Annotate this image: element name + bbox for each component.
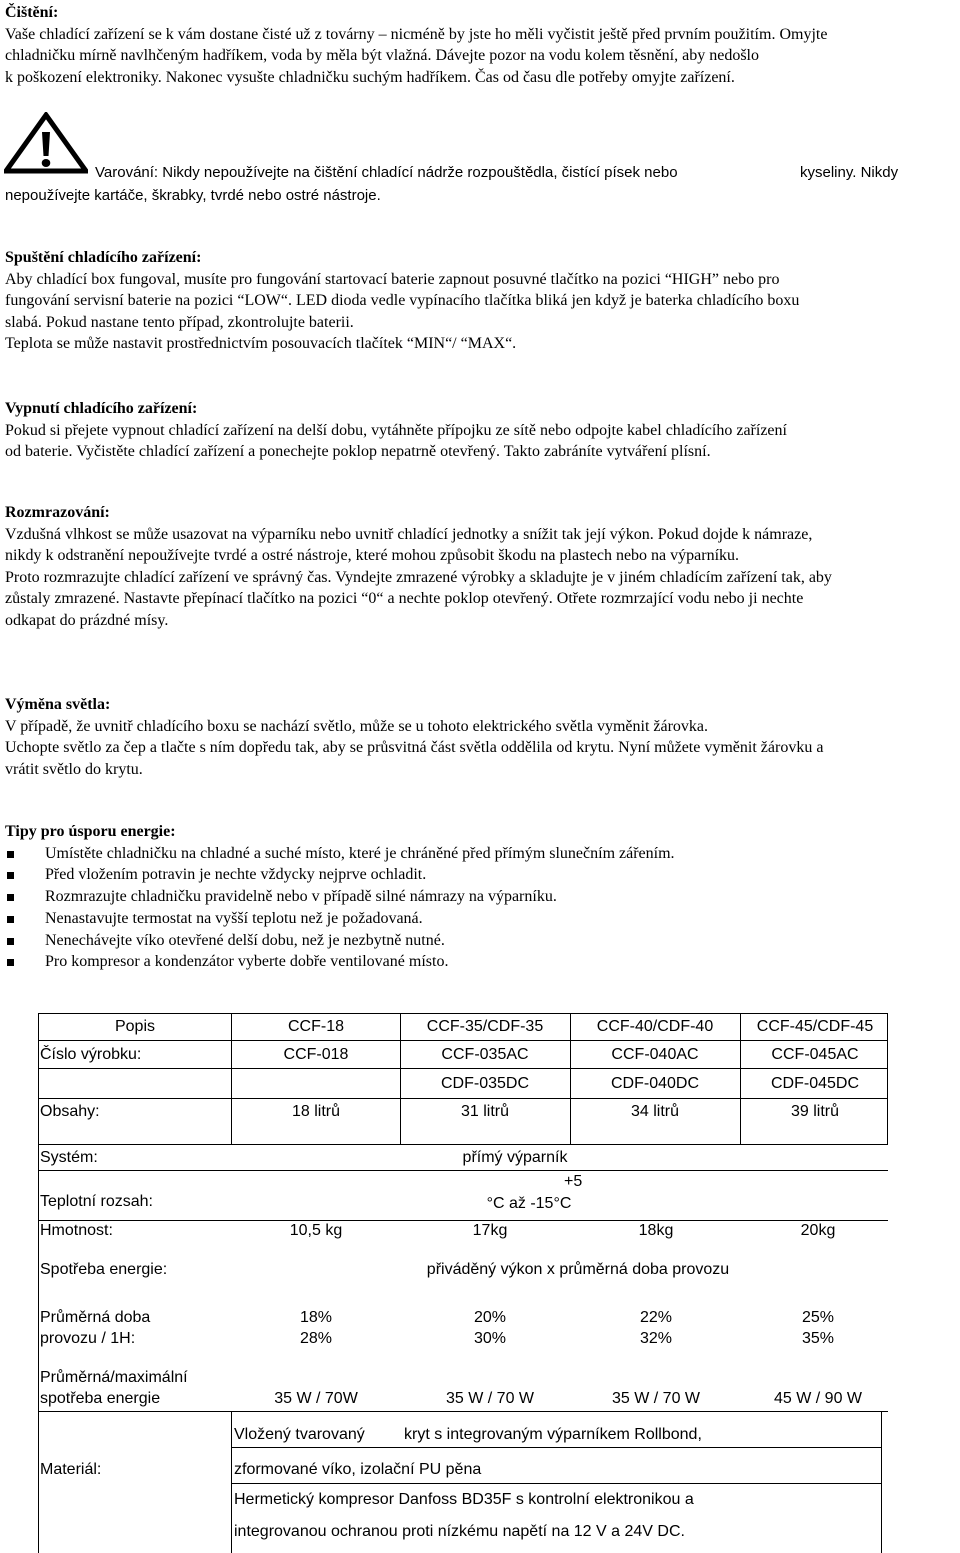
table-divider — [740, 1013, 741, 1144]
table-cell: 32% — [639, 1330, 673, 1347]
list-item: Nenechávejte víko otevřené delší dobu, než je nezbytně nutné. — [5, 930, 960, 952]
table-divider — [231, 1483, 881, 1484]
row-label: Průměrná doba — [40, 1309, 151, 1326]
table-cell: 39 litrů — [790, 1103, 840, 1120]
light-heading: Výměna světla: — [5, 696, 111, 713]
shutdown-section — [5, 398, 960, 463]
table-cell: Vložený tvarovaný — [234, 1426, 365, 1443]
shutdown-line: od baterie. Vyčistěte chladící zařízení a ponechejte poklop nepatrně otevřený. Takto zabráníte vytváření plísní. — [5, 443, 711, 460]
table-divider — [38, 1098, 888, 1099]
table-cell: 18% — [299, 1309, 333, 1326]
table-border — [38, 1013, 39, 1553]
defrost-section — [5, 502, 960, 631]
table-cell: CDF-045DC — [770, 1075, 860, 1092]
table-cell: CCF-040AC — [611, 1046, 699, 1063]
list-item: Nenastavujte termostat na vyšší teplotu než je požadovaná. — [5, 908, 960, 930]
table-divider — [38, 1220, 888, 1221]
row-label: Obsahy: — [40, 1103, 100, 1120]
defrost-heading: Rozmrazování: — [5, 504, 110, 521]
table-divider — [38, 1068, 888, 1069]
row-label: provozu / 1H: — [40, 1330, 136, 1347]
list-item: Před vložením potravin je nechte vždycky nejprve ochladit. — [5, 864, 960, 886]
table-header-cell: CCF-45/CDF-45 — [756, 1018, 874, 1035]
table-header-cell: CCF-18 — [287, 1018, 345, 1035]
defrost-line: nikdy k odstranění nepoužívejte tvrdé a ostré nástroje, které mohou způsobit škodu na plastech nebo na výparníku. — [5, 547, 740, 564]
table-cell: CCF-045AC — [771, 1046, 859, 1063]
table-divider — [570, 1013, 571, 1144]
table-cell: 18kg — [638, 1222, 674, 1239]
warning-text-line: Varování: Nikdy nepoužívejte na čištění chladící nádrže rozpouštědla, čistící písek nebo — [95, 164, 678, 181]
table-cell: CDF-040DC — [610, 1075, 700, 1092]
warning-triangle-icon — [4, 112, 88, 174]
table-border — [887, 1013, 888, 1144]
table-divider — [38, 1144, 888, 1145]
start-line: Aby chladící box fungoval, musíte pro fungování startovací baterie zapnout posuvné tlačítko na pozici “HIGH” nebo pro — [5, 270, 780, 288]
defrost-line: odkapat do prázdné mísy. — [5, 611, 169, 629]
table-cell: 45 W / 90 W — [773, 1390, 863, 1407]
table-cell: 31 litrů — [460, 1103, 510, 1120]
list-item: Rozmrazujte chladničku pravidelně nebo v případě silné námrazy na výparníku. — [5, 886, 960, 908]
table-cell: CDF-035DC — [440, 1075, 530, 1092]
row-label: Systém: — [40, 1149, 98, 1166]
row-label: Materiál: — [40, 1461, 102, 1478]
table-header-cell: Popis — [114, 1018, 156, 1035]
row-label: Teplotní rozsah: — [40, 1193, 153, 1210]
row-label: Spotřeba energie: — [40, 1261, 168, 1278]
row-label: Číslo výrobku: — [40, 1046, 142, 1063]
table-divider — [231, 1013, 232, 1144]
table-cell: CCF-018 — [283, 1046, 349, 1063]
light-line: Uchopte světlo za čep a tlačte s ním dopředu tak, aby se průsvitná část světla oddělila od krytu. Nyní můžete vyměnit žárovku a — [5, 739, 824, 756]
row-label: Hmotnost: — [40, 1222, 113, 1239]
table-cell: 10,5 kg — [289, 1222, 343, 1239]
table-cell: přímý výparník — [462, 1149, 568, 1166]
table-cell: 35 W / 70 W — [445, 1390, 535, 1407]
list-item: Umístěte chladničku na chladné a suché místo, které je chráněné před přímým slunečním zářením. — [5, 843, 960, 865]
table-cell: 18 litrů — [291, 1103, 341, 1120]
table-cell: 22% — [639, 1309, 673, 1326]
table-cell: přiváděný výkon x průměrná doba provozu — [426, 1261, 730, 1278]
shutdown-line: Pokud si přejete vypnout chladící zařízení na delší dobu, vytáhněte přípojku ze sítě nebo odpojte kabel chladícího zařízení — [5, 421, 787, 439]
table-divider — [231, 1447, 881, 1448]
table-divider — [38, 1411, 888, 1412]
light-section — [5, 694, 960, 780]
table-border — [881, 1411, 882, 1553]
table-cell: 34 litrů — [630, 1103, 680, 1120]
table-cell: +5 — [564, 1173, 583, 1190]
tips-section — [5, 821, 960, 973]
list-item: Pro kompresor a kondenzátor vyberte dobře ventilované místo. — [5, 951, 960, 973]
table-cell: CCF-035AC — [441, 1046, 529, 1063]
table-cell: kryt s integrovaným výparníkem Rollbond, — [404, 1426, 702, 1443]
light-line: V případě, že uvnitř chladícího boxu se nachází světlo, může se u tohoto elektrického světla vyměnit žárovka. — [5, 717, 709, 735]
table-divider — [400, 1013, 401, 1144]
table-cell: 20% — [473, 1309, 507, 1326]
table-cell: Hermetický kompresor Danfoss BD35F s kontrolní elektronikou a — [234, 1491, 694, 1508]
tips-list — [5, 843, 960, 974]
start-line: fungování servisní baterie na pozici “LOW“. LED dioda vedle vypínacího tlačítka bliká jen když je baterka chladícího boxu — [5, 292, 800, 309]
shutdown-heading: Vypnutí chladícího zařízení: — [5, 400, 198, 417]
table-cell: °C až -15°C — [486, 1195, 572, 1212]
table-cell: integrovanou ochranou proti nízkému napětí na 12 V a 24V DC. — [234, 1523, 685, 1540]
cleaning-section — [5, 2, 960, 88]
table-cell: zformované víko, izolační PU pěna — [234, 1461, 482, 1478]
warning-text-end: kyseliny. Nikdy — [800, 164, 899, 181]
warning-text-line: nepoužívejte kartáče, škrabky, tvrdé nebo ostré nástroje. — [5, 187, 381, 204]
cleaning-line: Vaše chladící zařízení se k vám dostane čisté už z továrny – nicméně by jste ho měli vyčistit ještě před prvním použitím. Omyjte — [5, 25, 828, 43]
light-line: vrátit světlo do krytu. — [5, 760, 143, 778]
table-divider — [38, 1170, 888, 1171]
defrost-line: Vzdušná vlhkost se může usazovat na výparníku nebo uvnitř chladící jednotky a snížit tak její výkon. Pokud dojde k námraze, — [5, 525, 813, 543]
defrost-line: Proto rozmrazujte chladící zařízení ve správný čas. Vyndejte zmrazené výrobky a skladujte je v jiném chladícím zařízení tak, aby — [5, 568, 832, 586]
tips-heading: Tipy pro úsporu energie: — [5, 823, 176, 840]
table-cell: 35% — [801, 1330, 835, 1347]
start-line: Teplota se může nastavit prostřednictvím posouvacích tlačítek “MIN“/ “MAX“. — [5, 335, 517, 352]
start-heading: Spuštění chladícího zařízení: — [5, 249, 202, 266]
cleaning-line: k poškození elektroniky. Nakonec vysušte chladničku suchým hadříkem. Čas od času dle potřeby omyjte zařízení. — [5, 68, 735, 86]
defrost-line: zůstaly zmrazené. Nastavte přepínací tlačítko na pozici “0“ a nechte poklop otevřený. Otřete rozmrzající vodu nebo ji nechte — [5, 590, 804, 607]
cleaning-heading: Čištění: — [5, 4, 59, 21]
table-header-cell: CCF-35/CDF-35 — [426, 1018, 544, 1035]
start-section — [5, 247, 960, 355]
table-cell: 20kg — [800, 1222, 836, 1239]
table-cell: 35 W / 70 W — [611, 1390, 701, 1407]
table-cell: 17kg — [472, 1222, 508, 1239]
row-label: spotřeba energie — [40, 1390, 161, 1407]
table-cell: 28% — [299, 1330, 333, 1347]
table-divider — [231, 1411, 232, 1553]
table-cell: 35 W / 70W — [274, 1390, 358, 1407]
table-border — [38, 1013, 888, 1014]
spec-table — [38, 1013, 888, 1553]
cleaning-line: chladničku mírně navlhčeným hadříkem, voda by měla být vlažná. Dávejte pozor na vodu kolem těsnění, aby nedošlo — [5, 47, 759, 64]
table-cell: 30% — [473, 1330, 507, 1347]
table-cell: 25% — [801, 1309, 835, 1326]
table-divider — [38, 1040, 888, 1041]
row-label: Průměrná/maximální — [40, 1369, 188, 1386]
start-line: slabá. Pokud nastane tento případ, zkontrolujte baterii. — [5, 313, 354, 331]
table-header-cell: CCF-40/CDF-40 — [596, 1018, 714, 1035]
